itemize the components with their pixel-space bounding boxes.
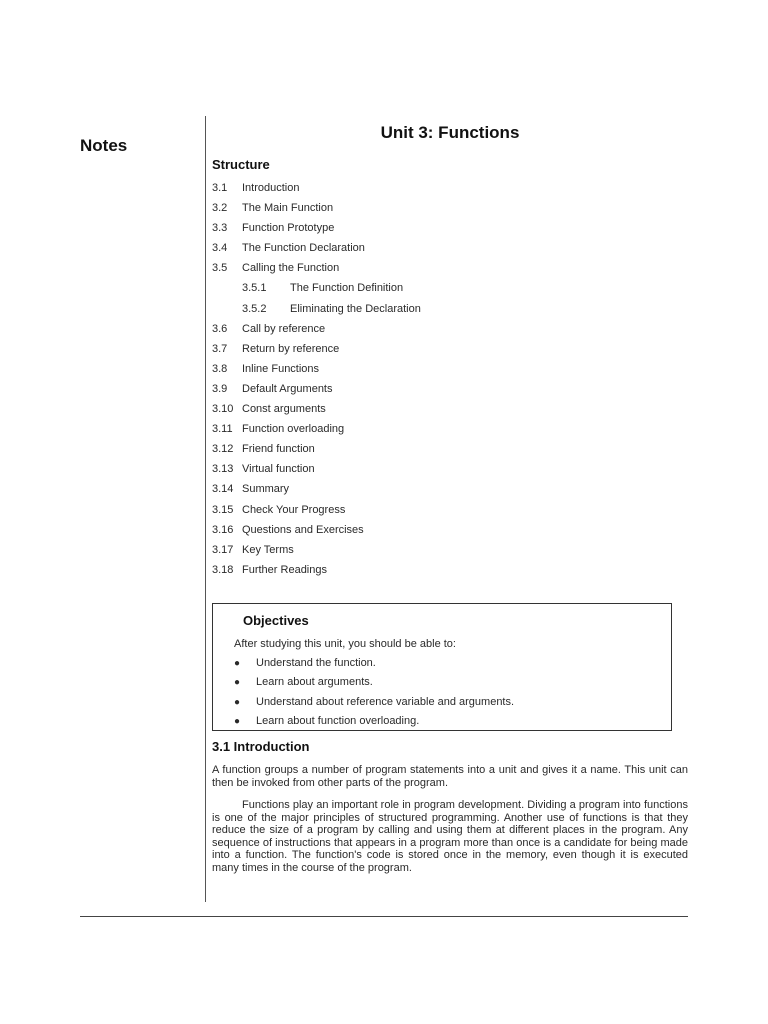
notes-label: Notes (80, 136, 128, 155)
structure-item-number: 3.10 (212, 403, 234, 416)
structure-item-label: Check Your Progress (242, 503, 346, 516)
structure-item (212, 399, 672, 419)
objective-text: Understand about reference variable and arguments. (256, 695, 515, 708)
introduction-paragraph-2: Functions play an important role in program development. Dividing a program into functions is one of the major principles of structured programming. Another use of functions is that they reduce the size of a program by calling and using them at different places in the program. Any sequence of instructions that appears in a program more than once is a candidate for being made into a function. The function's code is stored once in the memory, even though it is executed many times in the course of the program. (212, 799, 688, 874)
structure-item-label: Calling the Function (242, 262, 340, 275)
structure-item (212, 479, 672, 499)
structure-item-label: The Function Definition (290, 282, 404, 295)
structure-item (212, 359, 672, 379)
structure-item-number: 3.18 (212, 563, 234, 576)
structure-item-number: 3.3 (212, 222, 228, 235)
objectives-heading: Objectives (243, 613, 309, 628)
structure-item-label: Summary (242, 483, 290, 496)
structure-item (212, 419, 672, 439)
structure-item-label: Const arguments (242, 403, 326, 416)
structure-subitem (212, 299, 672, 319)
structure-item-number: 3.5.2 (242, 302, 267, 315)
bullet-icon: ● (234, 696, 241, 708)
structure-item-label: Eliminating the Declaration (290, 302, 421, 315)
unit-title: Unit 3: Functions (380, 123, 520, 142)
structure-item (212, 238, 672, 258)
structure-item (212, 560, 672, 580)
structure-item-label: Friend function (242, 443, 315, 456)
structure-item-number: 3.2 (212, 202, 228, 215)
structure-item-number: 3.17 (212, 543, 234, 556)
structure-item-label: Function Prototype (242, 222, 335, 235)
structure-item-label: Virtual function (242, 463, 315, 476)
objectives-intro: After studying this unit, you should be able to: (234, 638, 456, 650)
structure-item (212, 319, 672, 339)
objective-item (234, 712, 654, 731)
structure-item (212, 540, 672, 560)
structure-item-label: Questions and Exercises (242, 523, 364, 536)
structure-heading: Structure (212, 157, 270, 172)
structure-item-label: Key Terms (242, 543, 294, 556)
introduction-heading: 3.1 Introduction (212, 739, 310, 754)
structure-item-number: 3.15 (212, 503, 234, 516)
structure-item (212, 218, 672, 238)
structure-subitem (212, 278, 672, 298)
bullet-icon: ● (234, 715, 241, 727)
structure-item-number: 3.6 (212, 322, 228, 335)
structure-item-number: 3.13 (212, 463, 234, 476)
structure-item-number: 3.7 (212, 342, 228, 355)
objective-item (234, 673, 654, 692)
structure-list (212, 178, 672, 580)
objective-text: Learn about arguments. (256, 676, 373, 689)
structure-item (212, 520, 672, 540)
objective-item (234, 693, 654, 712)
structure-item-number: 3.8 (212, 362, 228, 375)
structure-item-label: Introduction (242, 182, 300, 194)
structure-item-number: 3.9 (212, 382, 228, 395)
structure-item-number: 3.12 (212, 443, 234, 456)
structure-item-number: 3.16 (212, 523, 234, 536)
objective-text: Understand the function. (256, 657, 376, 669)
objectives-list (234, 654, 654, 731)
structure-item-number: 3.5 (212, 262, 228, 275)
objective-item (234, 654, 654, 673)
structure-item (212, 459, 672, 479)
introduction-paragraph-1: A function groups a number of program statements into a unit and gives it a name. This unit can then be invoked from other parts of the program. (212, 764, 688, 789)
structure-item (212, 500, 672, 520)
structure-item-number: 3.14 (212, 483, 234, 496)
structure-item (212, 379, 672, 399)
structure-item-number: 3.1 (212, 182, 228, 194)
structure-item-label: Return by reference (242, 342, 340, 355)
objective-text: Learn about function overloading. (256, 714, 420, 727)
structure-item-label: Call by reference (242, 322, 326, 335)
structure-item-label: Inline Functions (242, 362, 320, 375)
structure-item-number: 3.5.1 (242, 282, 267, 295)
structure-item-number: 3.11 (212, 423, 233, 436)
structure-item-label: Function overloading (242, 423, 345, 436)
structure-item-label: The Function Declaration (242, 242, 365, 255)
structure-item-number: 3.4 (212, 242, 228, 255)
structure-item (212, 198, 672, 218)
bullet-icon: ● (234, 677, 241, 689)
structure-item (212, 439, 672, 459)
objectives-box (212, 603, 672, 731)
structure-item (212, 339, 672, 359)
footer-rule (80, 916, 688, 917)
structure-item (212, 258, 672, 278)
bullet-icon: ● (234, 658, 241, 669)
structure-item-label: The Main Function (242, 202, 334, 215)
structure-item (212, 178, 672, 198)
margin-divider (205, 116, 206, 902)
structure-item-label: Default Arguments (242, 382, 333, 395)
structure-item-label: Further Readings (242, 563, 327, 576)
